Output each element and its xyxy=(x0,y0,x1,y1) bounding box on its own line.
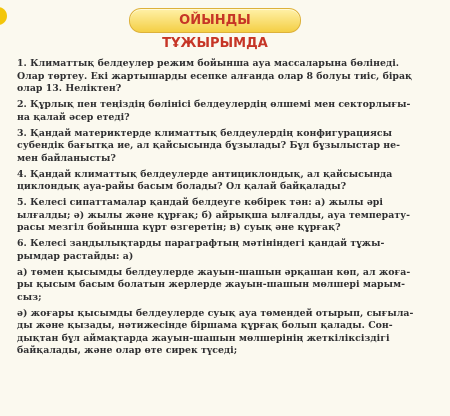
question-3 xyxy=(17,128,442,166)
question-3-line-1: 3. Қандай материктерде климаттық белдеулердің конфигурациясы xyxy=(17,127,392,139)
question-5-line-1: 5. Келесі сипаттамалар қандай белдеуге көбірек тән: а) жылы әрі xyxy=(17,197,383,208)
question-6-line-2: рымдар растайды: а) xyxy=(17,250,134,262)
question-5-line-2: ылғалды; ә) жылы және құрғақ; б) айрықша ылғалды, ауа температу- xyxy=(17,209,411,221)
question-6-option-b-line-3: дықтан бұл аймақтарда жауын-шашын мөлшерінің жеткіліксіздігі xyxy=(17,332,390,344)
question-6 xyxy=(17,238,442,263)
question-1-line-1: 1. Климаттық белдеулер режим бойынша ауа массаларына бөлінеді. xyxy=(17,58,400,69)
question-3-line-2: субендік бағытқа ие, ал қайсысында бұзылады? Бұл бұзылыстар не- xyxy=(17,140,400,151)
question-2-line-1: 2. Құрлық пен теңіздің бөлінісі белдеулердің өлшемі мен секторлығы- xyxy=(17,99,411,110)
question-6-option-b xyxy=(17,308,442,358)
question-5-line-3: расы мезгіл бойынша күрт өзгеретін; в) суық әне құрғақ? xyxy=(17,222,341,233)
question-6-option-a-line-3: сыз; xyxy=(17,291,42,303)
question-6-line-1: 6. Келесі заңдылықтарды параграфтың мәтініндегі қандай тұжы- xyxy=(17,238,385,249)
question-1 xyxy=(17,58,442,96)
corner-decoration xyxy=(0,7,7,25)
question-6-option-b-line-1: ә) жоғары қысымды белдеулерде суық ауа төмендей отырып, сығыла- xyxy=(17,307,414,319)
question-1-line-3: олар 13. Неліктен? xyxy=(17,83,122,94)
question-4-line-2: циклондық ауа-райы басым болады? Ол қалай байқалады? xyxy=(17,181,347,192)
question-5 xyxy=(17,197,442,235)
question-6-option-b-line-2: ды және қызады, нәтижесінде біршама құрғақ болып қалады. Сон- xyxy=(17,320,393,331)
question-6-option-a-line-1: а) төмен қысымды белдеулерде жауын-шашын әрқашан көп, ал жоға- xyxy=(17,266,411,278)
question-6-option-a-line-2: ры қысым басым болатын жерлерде жауын-шашын мөлшері марым- xyxy=(17,279,406,290)
question-2-line-2: на қалай әсер етеді? xyxy=(17,111,130,123)
question-4-line-1: 4. Қандай климаттық белдеулерде антициклондық, ал қайсысында xyxy=(17,168,393,180)
question-6-option-b-line-4: байқалады, және олар өте сирек түседі; xyxy=(17,345,238,356)
question-2 xyxy=(17,99,442,124)
question-list xyxy=(17,58,442,361)
question-6-option-a xyxy=(17,267,442,305)
question-3-line-3: мен байланысты? xyxy=(17,152,116,164)
section-title-banner: ОЙЫНДЫ ТҰЖЫРЫМДА xyxy=(129,8,301,33)
question-4 xyxy=(17,169,442,194)
question-1-line-2: Олар төртеу. Екі жартышарды есепке алғанда олар 8 болуы тиіс, бірақ xyxy=(17,70,413,82)
